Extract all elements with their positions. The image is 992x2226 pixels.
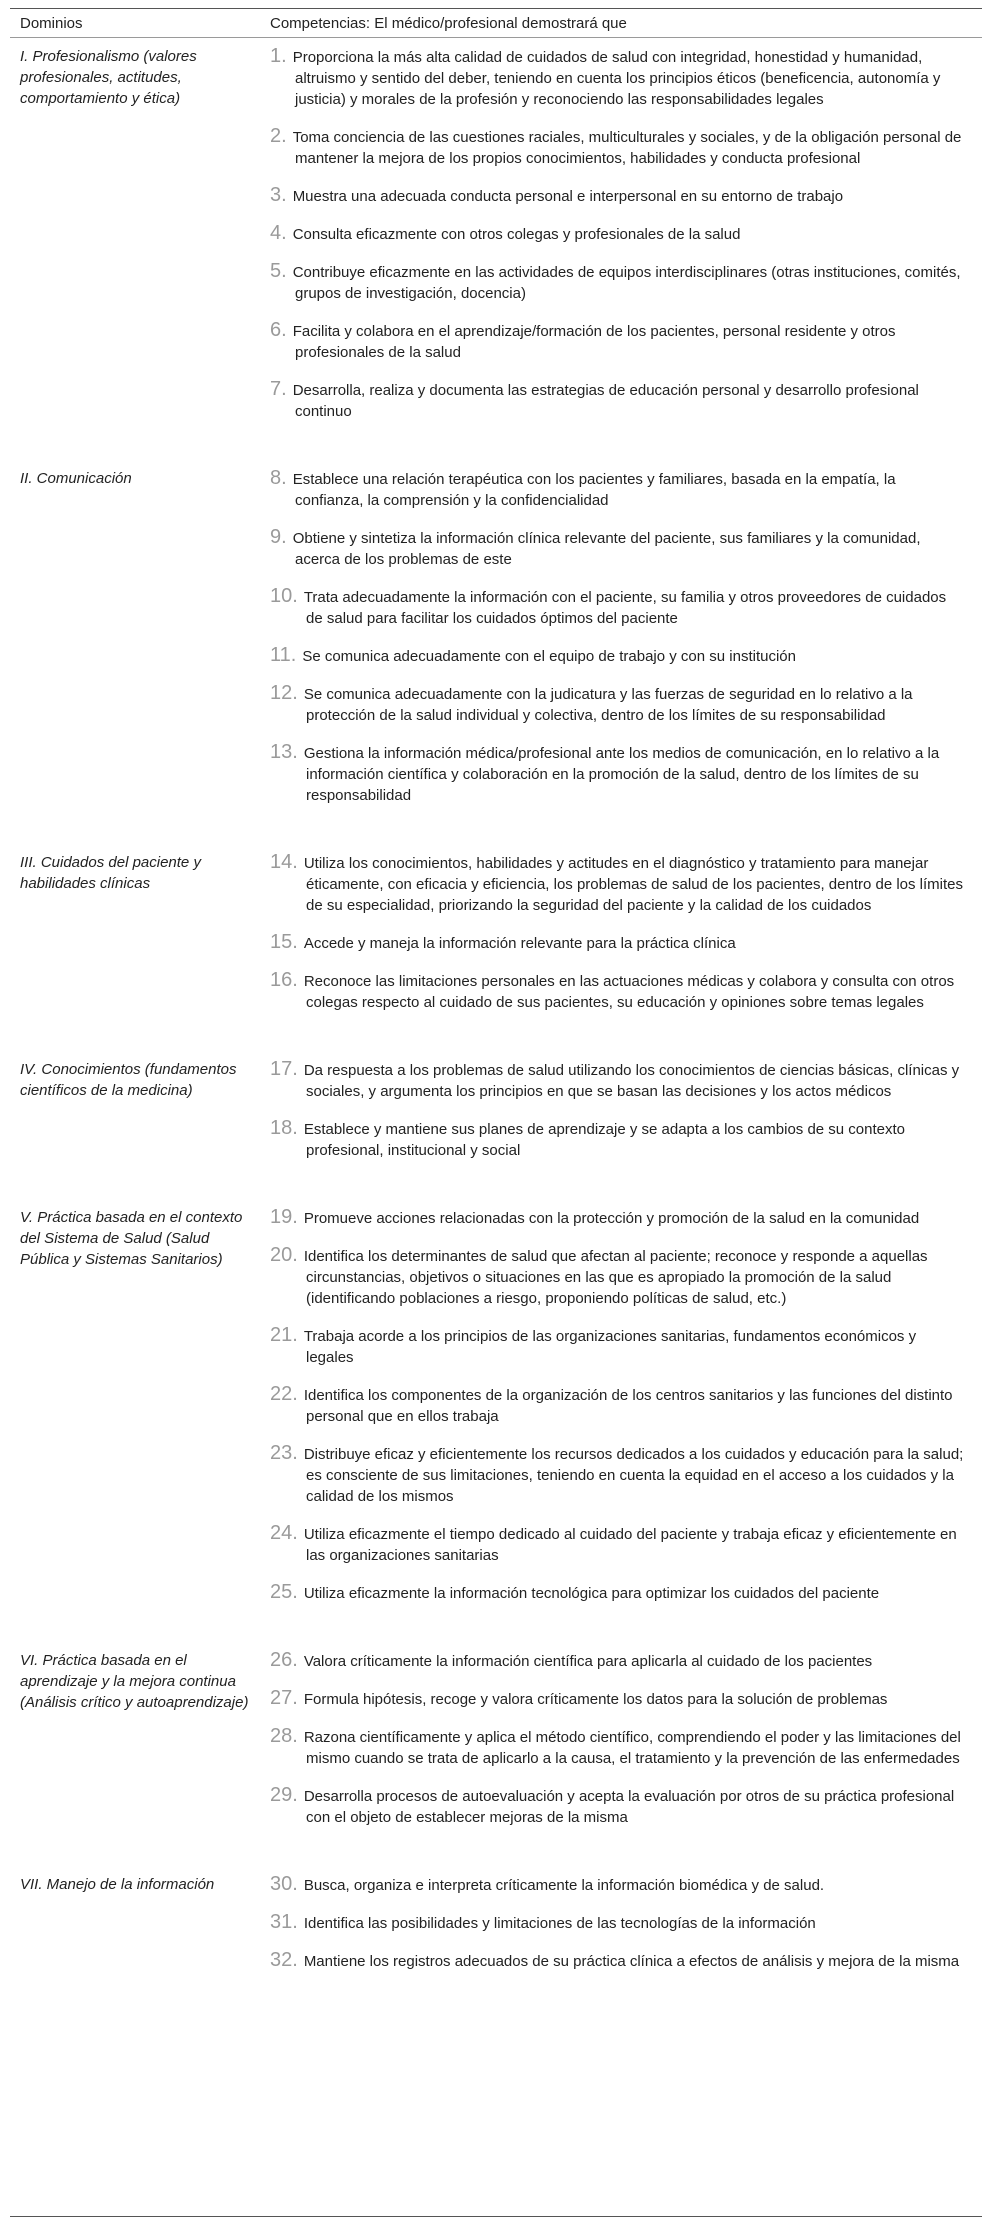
table-header: [10, 9, 982, 37]
competency-number: 24.: [270, 1522, 298, 1544]
competency-text: Valora críticamente la información científica para aplicarla al cuidado de los pacientes: [303, 1653, 873, 1670]
domain-label: VI. Práctica basada en el aprendizaje y la mejora continua (Análisis crítico y autoaprendizaje): [20, 1652, 249, 1711]
competency-text: Distribuye eficaz y eficientemente los recursos dedicados a los cuidados y educación para la salud; es consciente de sus limitaciones, teniendo en cuenta la equidad en el acceso a los cuidados y la calidad de los mismos: [303, 1446, 964, 1505]
competency-item: [270, 261, 964, 304]
competency-item: [270, 1207, 964, 1229]
competency-number: 27.: [270, 1687, 298, 1709]
domain-row: [10, 38, 982, 438]
competency-list: [270, 38, 964, 422]
competency-text: Proporciona la más alta calidad de cuidados de salud con integridad, honestidad y humanidad, altruismo y sentido del deber, teniendo en cuenta los principios éticos (beneficencia, autonomía y justicia) y morales de la profesión y reconociendo las responsabilidades legales: [292, 49, 941, 108]
competency-item: [270, 742, 964, 806]
competency-number: 13.: [270, 741, 298, 763]
competency-text: Desarrolla procesos de autoevaluación y acepta la evaluación por otros de su práctica profesional con el objeto de establecer mejoras de la misma: [303, 1788, 955, 1826]
competency-number: 8.: [270, 467, 287, 489]
domain-row: [10, 1866, 982, 1988]
competency-text: Muestra una adecuada conducta personal e interpersonal en su entorno de trabajo: [292, 188, 844, 205]
competency-item: [270, 586, 964, 629]
domain-row: [10, 1642, 982, 1844]
competency-text: Facilita y colabora en el aprendizaje/formación de los pacientes, personal residente y otros profesionales de la salud: [292, 323, 896, 361]
competency-number: 19.: [270, 1206, 298, 1228]
competency-list: [270, 1199, 964, 1604]
competency-text: Trata adecuadamente la información con el paciente, su familia y otros proveedores de cuidados de salud para facilitar los cuidados óptimos del paciente: [303, 589, 947, 627]
competency-text: Contribuye eficazmente en las actividades de equipos interdisciplinares (otras instituciones, comités, grupos de investigación, docencia): [292, 264, 961, 302]
competency-item: [270, 970, 964, 1013]
competency-text: Identifica los determinantes de salud que afectan al paciente; reconoce y responde a aquellas circunstancias, objetivos o situaciones en las que es apropiado la promoción de la salud (identificando poblaciones a riesgo, proponiendo políticas de salud, etc.): [303, 1248, 928, 1307]
competency-number: 23.: [270, 1442, 298, 1464]
competency-item: [270, 852, 964, 916]
competency-item: [270, 1384, 964, 1427]
competency-list: [270, 1642, 964, 1828]
competency-text: Consulta eficazmente con otros colegas y profesionales de la salud: [292, 226, 741, 243]
competency-number: 7.: [270, 378, 287, 400]
competency-number: 11.: [270, 644, 297, 666]
competency-number: 26.: [270, 1649, 298, 1671]
header-competencies: Competencias: El médico/profesional demostrará que: [270, 14, 627, 32]
competency-number: 9.: [270, 526, 287, 548]
competency-text: Se comunica adecuadamente con la judicatura y las fuerzas de seguridad en lo relativo a la protección de la salud individual y colectiva, dentro de los límites de su responsabilidad: [303, 686, 913, 724]
domain-label: I. Profesionalismo (valores profesionales, actitudes, comportamiento y ética): [20, 48, 197, 107]
domain-label: VII. Manejo de la información: [20, 1876, 215, 1893]
competency-item: [270, 1950, 964, 1972]
competency-item: [270, 1582, 964, 1604]
competency-list: [270, 460, 964, 806]
competency-number: 5.: [270, 260, 287, 282]
domain-row: [10, 844, 982, 1029]
table-body: [10, 38, 982, 1988]
competency-list-cell: [270, 1051, 982, 1177]
competency-text: Utiliza los conocimientos, habilidades y actitudes en el diagnóstico y tratamiento para manejar éticamente, con eficacia y eficiencia, los problemas de salud de los pacientes, dentro de los límites de su especialidad, priorizando la seguridad del paciente y la calidad de los cuidados: [303, 855, 964, 914]
competency-text: Desarrolla, realiza y documenta las estrategias de educación personal y desarrollo profesional continuo: [292, 382, 919, 420]
competency-text: Utiliza eficazmente el tiempo dedicado al cuidado del paciente y trabaja eficaz y eficientemente en las organizaciones sanitarias: [303, 1526, 957, 1564]
competency-list-cell: [270, 460, 982, 822]
domain-row: [10, 1051, 982, 1177]
competency-number: 32.: [270, 1949, 298, 1971]
competency-list-cell: [270, 1642, 982, 1844]
competency-list: [270, 1866, 964, 1972]
competency-item: [270, 320, 964, 363]
competency-text: Establece una relación terapéutica con los pacientes y familiares, basada en la empatía, la confianza, la comprensión y la confidencialidad: [292, 471, 896, 509]
competency-list-cell: [270, 1866, 982, 1988]
header-domains: Dominios: [20, 14, 83, 32]
competency-item: [270, 932, 964, 954]
competency-text: Gestiona la información médica/profesional ante los medios de comunicación, en lo relativo a la información científica y colaboración en la promoción de la salud, dentro de los límites de su responsabilidad: [303, 745, 940, 804]
competency-list: [270, 844, 964, 1013]
competency-item: [270, 379, 964, 422]
competency-item: [270, 1059, 964, 1102]
competency-number: 18.: [270, 1117, 298, 1139]
competency-number: 15.: [270, 931, 298, 953]
competency-item: [270, 1912, 964, 1934]
competency-text: Da respuesta a los problemas de salud utilizando los conocimientos de ciencias básicas, clínicas y sociales, y argumenta los principios en que se basan las decisiones y los actos médicos: [303, 1062, 960, 1100]
competency-item: [270, 223, 964, 245]
competency-item: [270, 1688, 964, 1710]
competency-text: Se comunica adecuadamente con el equipo de trabajo y con su institución: [302, 648, 796, 665]
domain-label: II. Comunicación: [20, 470, 132, 487]
competency-text: Establece y mantiene sus planes de aprendizaje y se adapta a los cambios de su contexto profesional, institucional y social: [303, 1121, 906, 1159]
competency-text: Razona científicamente y aplica el método científico, comprendiendo el poder y las limitaciones del mismo cuando se trata de aplicarlo a la causa, el tratamiento y la prevención de las enfermedades: [303, 1729, 961, 1767]
competency-number: 14.: [270, 851, 298, 873]
competency-text: Identifica los componentes de la organización de los centros sanitarios y las funciones del distinto personal que en ellos trabaja: [303, 1387, 953, 1425]
competency-number: 1.: [270, 45, 287, 67]
competency-item: [270, 1118, 964, 1161]
competency-item: [270, 185, 964, 207]
competency-item: [270, 1785, 964, 1828]
competency-item: [270, 683, 964, 726]
domain-row: [10, 460, 982, 822]
table-bottom-rule: [10, 2216, 982, 2217]
competency-list-cell: [270, 844, 982, 1029]
competency-number: 25.: [270, 1581, 298, 1603]
competency-text: Trabaja acorde a los principios de las organizaciones sanitarias, fundamentos económicos y legales: [303, 1328, 917, 1366]
competency-item: [270, 1650, 964, 1672]
competency-text: Accede y maneja la información relevante para la práctica clínica: [303, 935, 736, 952]
competency-text: Mantiene los registros adecuados de su práctica clínica a efectos de análisis y mejora de la misma: [303, 1953, 960, 1970]
competency-number: 12.: [270, 682, 298, 704]
competency-number: 29.: [270, 1784, 298, 1806]
competency-number: 4.: [270, 222, 287, 244]
competency-number: 6.: [270, 319, 287, 341]
competency-number: 22.: [270, 1383, 298, 1405]
competency-number: 31.: [270, 1911, 298, 1933]
competency-number: 28.: [270, 1725, 298, 1747]
competency-item: [270, 527, 964, 570]
competency-number: 21.: [270, 1324, 298, 1346]
competency-number: 17.: [270, 1058, 298, 1080]
competency-number: 30.: [270, 1873, 298, 1895]
competency-text: Toma conciencia de las cuestiones raciales, multiculturales y sociales, y de la obligación personal de mantener la mejora de los propios conocimientos, habilidades y conducta profesional: [292, 129, 962, 167]
competency-text: Obtiene y sintetiza la información clínica relevante del paciente, sus familiares y la comunidad, acerca de los problemas de este: [292, 530, 921, 568]
competency-item: [270, 1245, 964, 1309]
competency-item: [270, 46, 964, 110]
domain-label: IV. Conocimientos (fundamentos científicos de la medicina): [20, 1061, 237, 1099]
competency-item: [270, 126, 964, 169]
competencies-table: [10, 8, 982, 1988]
competency-item: [270, 1443, 964, 1507]
competency-number: 10.: [270, 585, 298, 607]
competency-list-cell: [270, 38, 982, 438]
competency-item: [270, 1726, 964, 1769]
competency-text: Promueve acciones relacionadas con la protección y promoción de la salud en la comunidad: [303, 1210, 920, 1227]
competency-number: 20.: [270, 1244, 298, 1266]
domain-label: III. Cuidados del paciente y habilidades clínicas: [20, 854, 201, 892]
competency-number: 2.: [270, 125, 287, 147]
competency-item: [270, 645, 964, 667]
competency-item: [270, 1325, 964, 1368]
competency-item: [270, 1874, 964, 1896]
competency-text: Identifica las posibilidades y limitaciones de las tecnologías de la información: [303, 1915, 816, 1932]
competency-number: 16.: [270, 969, 298, 991]
competency-text: Busca, organiza e interpreta críticamente la información biomédica y de salud.: [303, 1877, 825, 1894]
competency-list: [270, 1051, 964, 1161]
competency-item: [270, 468, 964, 511]
competency-text: Formula hipótesis, recoge y valora críticamente los datos para la solución de problemas: [303, 1691, 888, 1708]
competency-text: Reconoce las limitaciones personales en las actuaciones médicas y colabora y consulta con otros colegas respecto al cuidado de sus pacientes, su educación y opiniones sobre temas legales: [303, 973, 955, 1011]
competency-item: [270, 1523, 964, 1566]
competency-number: 3.: [270, 184, 287, 206]
competency-text: Utiliza eficazmente la información tecnológica para optimizar los cuidados del paciente: [303, 1585, 880, 1602]
competency-list-cell: [270, 1199, 982, 1620]
domain-row: [10, 1199, 982, 1620]
domain-label: V. Práctica basada en el contexto del Sistema de Salud (Salud Pública y Sistemas Sanitarios): [20, 1209, 243, 1268]
